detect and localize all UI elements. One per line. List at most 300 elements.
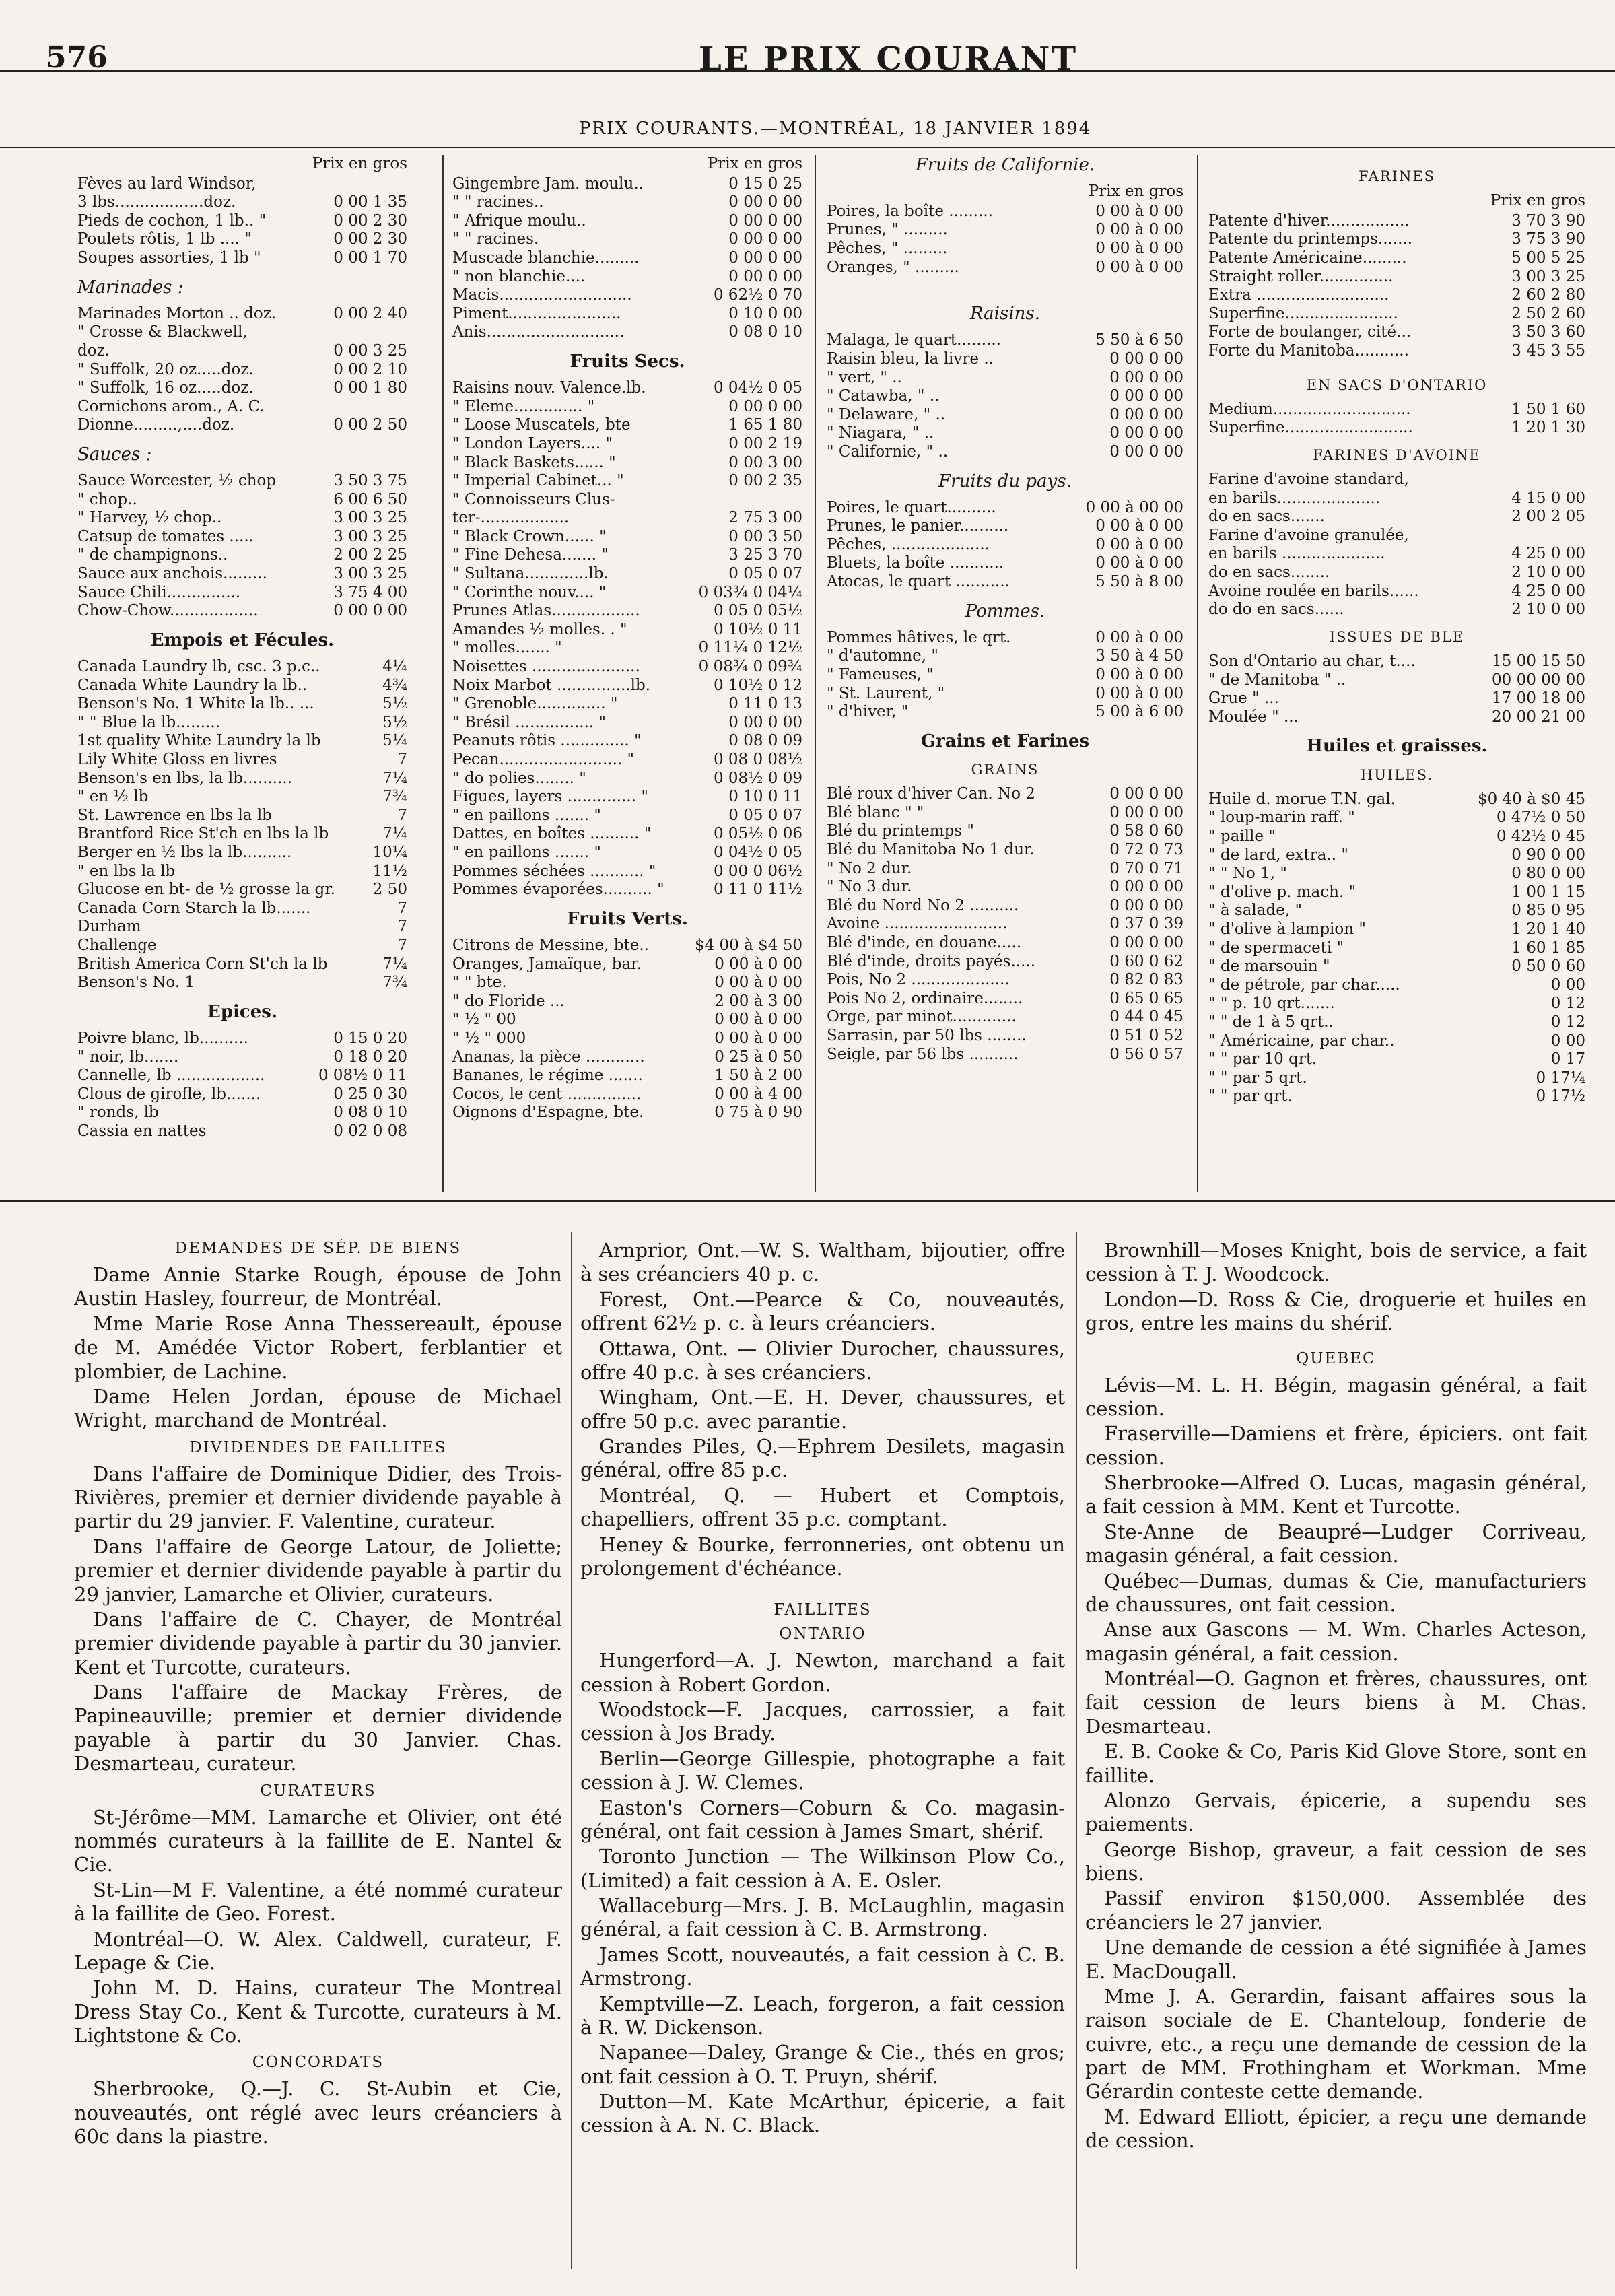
item-name: Avoine .........................	[827, 915, 1008, 933]
price-row	[452, 621, 802, 640]
item-name: British America Corn St'ch la lb	[77, 955, 328, 973]
item-name: " Corinthe nouv.... "	[452, 583, 607, 601]
item-price: 0 08¾ 0 09¾	[698, 658, 802, 676]
price-row	[452, 714, 802, 733]
paragraph: Easton's Corners—Coburn & Co. magasin-général, ont fait cession à James Smart, shérif.	[580, 1796, 1065, 1843]
item-name: " " par 5 qrt.	[1208, 1069, 1307, 1087]
price-row	[452, 1029, 802, 1048]
item-name: " Black Baskets...... "	[452, 453, 616, 471]
item-price: 1 00 1 15	[1511, 883, 1585, 901]
price-row	[827, 1046, 1183, 1065]
price-row	[1208, 920, 1585, 939]
price-row	[77, 565, 407, 584]
price-row	[827, 860, 1183, 879]
column-header: Prix en gros	[707, 155, 802, 172]
item-name: " à salade, "	[1208, 902, 1303, 920]
price-row	[452, 695, 802, 714]
item-name: " vert, " ..	[827, 368, 902, 386]
item-price: 3 00 3 25	[1511, 267, 1585, 285]
item-name: Grue " ...	[1208, 689, 1279, 708]
item-price: 0 00 2 50	[333, 416, 407, 434]
item-price: 0 00 à 0 00	[714, 1011, 802, 1029]
price-row	[1208, 1013, 1585, 1032]
item-price: 0 70 0 71	[1109, 859, 1183, 877]
price-row	[827, 203, 1183, 222]
paragraph: Québec—Dumas, dumas & Cie, manufacturiers de chaussures, ont fait cession.	[1085, 1569, 1587, 1616]
item-name: Poulets rôtis, 1 lb .... "	[77, 230, 252, 248]
item-price: 0 00 3 00	[728, 453, 802, 471]
item-name: " Black Crown...... "	[452, 527, 607, 545]
item-price: 0 17	[1550, 1050, 1585, 1069]
section-heading: Huiles et graisses.	[1306, 736, 1488, 757]
price-row	[77, 714, 407, 733]
price-row	[452, 249, 802, 268]
item-price: 0 85 0 95	[1511, 902, 1585, 920]
item-name: Ananas, la pièce ............	[452, 1048, 645, 1066]
item-price: 0 02 0 08	[333, 1122, 407, 1140]
item-price: 0 05 0 07	[728, 565, 802, 583]
paragraph: Dans l'affaire de Mackay Frères, de Papineauville; premier et dernier dividende payable à partir du 30 Janvier. Chas. Desmarteau, curateur.	[74, 1681, 562, 1776]
item-price: 3 00 3 25	[333, 527, 407, 545]
item-name: Pommes hâtives, le qrt.	[827, 628, 1011, 646]
item-price: 0 00 3 25	[333, 341, 407, 360]
item-name: Prunes, " .........	[827, 221, 948, 239]
item-name: " Brésil ................ "	[452, 713, 607, 731]
item-price: 0 08 0 10	[333, 1104, 407, 1122]
price-row	[1208, 828, 1585, 846]
price-row	[1208, 708, 1585, 727]
item-name: Raisin bleu, la livre ..	[827, 349, 994, 368]
price-row	[77, 472, 407, 491]
page-header	[0, 40, 1615, 88]
price-row	[1208, 1087, 1585, 1106]
item-name: Sauce Chili...............	[77, 583, 241, 601]
price-row	[452, 863, 802, 881]
item-price: 3 50 3 60	[1511, 323, 1585, 341]
paragraph: Mme Marie Rose Anna Thessereault, épouse de M. Amédée Victor Robert, ferblantier et plombier, de Lachine.	[74, 1312, 562, 1383]
price-row	[827, 647, 1183, 666]
price-row	[77, 1122, 407, 1141]
item-name: Blé du Manitoba No 1 dur.	[827, 840, 1035, 858]
item-price: 0 00 0 00	[1109, 933, 1183, 951]
paragraph: M. Edward Elliott, épicier, a reçu une demande de cession.	[1085, 2105, 1587, 2153]
item-price: 2 50	[372, 881, 407, 899]
item-price: 0 00 à 0 00	[1095, 554, 1183, 572]
item-price: 0 00 2 30	[333, 211, 407, 230]
paragraph: St-Lin—M F. Valentine, a été nommé curateur à la faillite de Geo. Forest.	[74, 1878, 562, 1926]
table-bottom-rule	[0, 1200, 1615, 1202]
item-price: 0 44 0 45	[1109, 1008, 1183, 1026]
item-name: Pommes évaporées.......... "	[452, 881, 664, 899]
item-price: 0 11 0 11½	[713, 881, 802, 899]
item-name: St. Lawrence en lbs la lb	[77, 806, 272, 824]
section-heading: Fruits Verts.	[567, 908, 688, 929]
price-row	[827, 536, 1183, 555]
item-name: Marinades Morton .. doz.	[77, 304, 277, 323]
item-price: 0 11 0 13	[728, 695, 802, 713]
price-row	[77, 658, 407, 677]
item-price: 15 00 15 50	[1492, 652, 1585, 671]
item-price: 0 04½ 0 05	[713, 379, 802, 397]
paragraph: Ste-Anne de Beaupré—Ludger Corriveau, magasin général, a fait cession.	[1085, 1520, 1587, 1567]
price-row	[827, 369, 1183, 388]
item-price: 0 00 0 00	[728, 230, 802, 248]
item-price: 4¼	[382, 658, 407, 676]
item-price: 0 15 0 25	[728, 174, 802, 193]
item-price: 0 00 0 00	[1109, 785, 1183, 803]
paragraph: E. B. Cooke & Co, Paris Kid Glove Store, sont en faillite.	[1085, 1740, 1587, 1787]
item-price: 0 00 1 35	[333, 193, 407, 211]
price-row	[77, 491, 407, 510]
column-divider	[1076, 1232, 1077, 2269]
item-name: " de pétrole, par char.....	[1208, 976, 1400, 994]
price-row	[827, 703, 1183, 722]
price-row	[77, 770, 407, 788]
price-row	[452, 565, 802, 584]
item-price: 5 00 à 6 00	[1095, 703, 1183, 721]
price-row	[452, 454, 802, 473]
item-name: " " par 10 qrt.	[1208, 1050, 1317, 1069]
item-name: Figues, layers .............. "	[452, 788, 648, 806]
price-row	[452, 435, 802, 454]
item-price: 2 10 0 00	[1511, 601, 1585, 619]
price-row	[77, 863, 407, 881]
item-name: Atocas, le quart ...........	[827, 573, 1010, 591]
price-row	[77, 528, 407, 547]
item-name: " Loose Muscatels, bte	[452, 416, 631, 434]
item-name: Oranges, Jamaïque, bar.	[452, 955, 642, 973]
item-name: " Grenoble.............. "	[452, 695, 618, 713]
item-name: Challenge	[77, 936, 157, 954]
item-name: do do en sacs......	[1208, 601, 1344, 619]
bottom-column-3	[1085, 1239, 1587, 2276]
item-price: 7	[397, 936, 407, 954]
item-price: 0 00 à 0 00	[1095, 239, 1183, 257]
item-price: 0 00 0 00	[1109, 387, 1183, 405]
item-price: 0 10 0 00	[728, 304, 802, 323]
item-name: Durham	[77, 918, 141, 936]
paragraph: Wingham, Ont.—E. H. Dever, chaussures, et offre 50 p.c. avec parantie.	[580, 1386, 1065, 1433]
item-price: 0 00 0 00	[1109, 878, 1183, 896]
paragraph: Fraserville—Damiens et frère, épiciers. ont fait cession.	[1085, 1422, 1587, 1469]
item-price: 5 00 5 25	[1511, 248, 1585, 267]
item-price: 6 00 6 50	[333, 490, 407, 508]
item-name: " " de 1 à 5 qrt..	[1208, 1013, 1334, 1031]
section-heading: Marinades :	[77, 277, 184, 298]
price-row	[77, 305, 407, 324]
item-price: 0 00 2 40	[333, 304, 407, 323]
price-row	[77, 900, 407, 918]
price-row	[77, 825, 407, 844]
item-price: 0 00 0 00	[1109, 442, 1183, 461]
paragraph: Mme J. A. Gerardin, faisant affaires sous la raison sociale de E. Chanteloup, fonderie de cuivre, etc., a reçu une demande de cession de la part de MM. Frothingham et Workman. Mme Gérardin conteste cette demande.	[1085, 1984, 1587, 2103]
item-price: 2 00 2 25	[333, 546, 407, 564]
price-row	[77, 1029, 407, 1048]
price-row	[1208, 976, 1585, 995]
item-price: 0 82 0 83	[1109, 971, 1183, 989]
item-name: Sarrasin, par 50 lbs ........	[827, 1026, 1027, 1044]
item-price: 0 00 0 00	[728, 397, 802, 415]
item-name: Superfine..........................	[1208, 419, 1413, 437]
price-row	[827, 350, 1183, 369]
item-price: 4 15 0 00	[1511, 489, 1585, 507]
price-row	[77, 677, 407, 696]
price-row	[77, 416, 407, 435]
item-name: " de Manitoba " ..	[1208, 671, 1346, 689]
price-row	[452, 807, 802, 825]
item-price: 0 08 0 10	[728, 323, 802, 341]
price-row	[827, 240, 1183, 259]
price-row	[77, 193, 407, 212]
item-name: Pois No 2, ordinaire........	[827, 989, 1023, 1007]
item-name: Benson's No. 1 White la lb.. ...	[77, 695, 314, 713]
item-name: Superfine.......................	[1208, 304, 1398, 323]
section-heading: QUEBEC	[1296, 1349, 1376, 1368]
price-row	[77, 175, 407, 194]
item-price: 0 00 à 0 00	[1095, 221, 1183, 239]
item-price: 1 20 1 40	[1511, 920, 1585, 938]
item-name: Amandes ½ molles. . "	[452, 620, 627, 638]
paragraph: James Scott, nouveautés, a fait cession à C. B. Armstrong.	[580, 1943, 1065, 1990]
item-name: Cannelle, lb ..................	[77, 1067, 265, 1085]
price-row	[827, 331, 1183, 350]
page-number: 576	[46, 40, 108, 75]
price-row	[827, 424, 1183, 443]
paragraph: London—D. Ross & Cie, droguerie et huiles en gros, entre les mains du shérif.	[1085, 1287, 1587, 1335]
price-row	[827, 517, 1183, 536]
paragraph: Napanee—Daley, Grange & Cie., thés en gros; ont fait cession à O. T. Pruyn, shérif.	[580, 2041, 1065, 2088]
price-row	[827, 785, 1183, 804]
table-column-3	[827, 155, 1183, 1185]
section-heading: FARINES D'AVOINE	[1313, 446, 1481, 463]
item-price: 0 75 à 0 90	[714, 1104, 802, 1122]
item-price	[798, 491, 802, 510]
item-name: " d'hiver, "	[827, 703, 909, 721]
price-row	[452, 639, 802, 658]
price-row	[452, 193, 802, 212]
price-row	[452, 1085, 802, 1104]
price-row	[77, 955, 407, 974]
item-name: Forte de boulanger, cité...	[1208, 323, 1412, 341]
item-name: " do Floride ...	[452, 992, 565, 1010]
item-name: Bananes, le régime .......	[452, 1067, 643, 1085]
price-row	[827, 387, 1183, 406]
price-row	[827, 971, 1183, 990]
price-row	[1208, 527, 1585, 545]
price-row	[77, 361, 407, 380]
item-name: Poivre blanc, lb..........	[77, 1029, 248, 1047]
price-row	[452, 732, 802, 751]
item-price: 3 50 3 75	[333, 472, 407, 490]
item-price: 3 75 3 90	[1511, 230, 1585, 248]
item-name: Cassia en nattes	[77, 1122, 207, 1140]
item-price: 1 50 à 2 00	[714, 1067, 802, 1085]
price-row	[827, 804, 1183, 823]
item-name: Oranges, " .........	[827, 258, 959, 276]
item-name: Poires, la boîte .........	[827, 202, 994, 220]
price-row	[1208, 790, 1585, 809]
item-name: " Catawba, " ..	[827, 387, 940, 405]
item-name: Patente Américaine.........	[1208, 248, 1407, 267]
price-row	[452, 751, 802, 770]
price-row	[1208, 286, 1585, 305]
price-row	[1208, 1069, 1585, 1088]
price-row	[1208, 249, 1585, 268]
price-row	[77, 212, 407, 231]
bottom-column-2	[580, 1239, 1065, 2276]
column-divider	[571, 1232, 572, 2269]
item-price: 17 00 18 00	[1492, 689, 1585, 708]
price-row	[77, 807, 407, 825]
section-heading: CONCORDATS	[252, 2054, 384, 2072]
item-price: 7	[397, 806, 407, 824]
paragraph: Anse aux Gascons — M. Wm. Charles Acteson, magasin général, a fait cession.	[1085, 1618, 1587, 1665]
item-price: 0 08 0 08½	[713, 751, 802, 768]
price-row	[77, 249, 407, 268]
item-price	[403, 175, 407, 194]
item-name: Oignons d'Espagne, bte.	[452, 1104, 644, 1122]
item-name: Noix Marbot ...............lb.	[452, 676, 651, 694]
price-row	[452, 379, 802, 398]
price-row	[827, 259, 1183, 277]
item-name: " " No 1, "	[1208, 865, 1287, 883]
item-name: Bluets, la boîte ...........	[827, 554, 1004, 572]
item-price: 0 05 0 07	[728, 806, 802, 824]
price-row	[1208, 652, 1585, 671]
paragraph: Dans l'affaire de Dominique Didier, des Trois-Rivières, premier et dernier dividende payable à partir du 29 janvier. F. Valentine, curateur.	[74, 1462, 562, 1533]
item-name: Benson's No. 1	[77, 974, 195, 992]
item-name: " Harvey, ½ chop..	[77, 509, 222, 527]
item-name: Forte du Manitoba...........	[1208, 341, 1409, 360]
item-price: 0 25 0 30	[333, 1085, 407, 1103]
item-price: 3 70 3 90	[1511, 211, 1585, 230]
item-price: 0 00 2 35	[728, 472, 802, 490]
item-price: 3 75 4 00	[333, 583, 407, 601]
item-price: 1 60 1 85	[1511, 939, 1585, 957]
price-row	[452, 788, 802, 807]
table-column-2	[452, 155, 802, 1185]
item-price	[403, 398, 407, 417]
price-row	[827, 990, 1183, 1009]
item-price: 0 51 0 52	[1109, 1026, 1183, 1044]
item-name: doz.	[77, 341, 110, 360]
item-name: " Niagara, " ..	[827, 424, 934, 442]
item-name: 3 lbs..................doz.	[77, 193, 236, 211]
paragraph: Arnprior, Ont.—W. S. Waltham, bijoutier, offre à ses créanciers 40 p. c.	[580, 1239, 1065, 1286]
item-name: " do polies........ "	[452, 769, 586, 787]
item-name: " Connoisseurs Clus-	[452, 490, 615, 508]
item-price: 2 75 3 00	[728, 509, 802, 527]
item-price: 0 00 à 00 00	[1085, 498, 1183, 516]
price-row	[827, 685, 1183, 704]
item-price: 10¼	[372, 843, 407, 861]
item-price: 7	[397, 899, 407, 917]
price-row	[77, 546, 407, 565]
item-name: Pommes séchées ........... "	[452, 862, 656, 880]
item-name: 1st quality White Laundry la lb	[77, 732, 321, 750]
item-name: ter-..................	[452, 509, 570, 527]
item-name: " Eleme.............. "	[452, 397, 595, 415]
item-name: " d'olive p. mach. "	[1208, 883, 1356, 901]
item-name: Orge, par minot.............	[827, 1008, 1017, 1026]
item-name: Chow-Chow..................	[77, 602, 259, 620]
item-price: 0 00 0 00	[1109, 405, 1183, 424]
section-heading: Grains et Farines	[920, 731, 1090, 751]
section-heading: FARINES	[1358, 168, 1436, 184]
item-name: Blé roux d'hiver Can. No 2	[827, 785, 1035, 803]
paragraph: John M. D. Hains, curateur The Montreal Dress Stay Co., Kent & Turcotte, curateurs à M. Lightstone & Co.	[74, 1976, 562, 2048]
item-price: 0 00 2 10	[333, 360, 407, 378]
price-row	[1208, 883, 1585, 902]
paragraph: Kemptville—Z. Leach, forgeron, a fait cession à R. W. Dickenson.	[580, 1992, 1065, 2039]
item-price: 0 10 0 11	[728, 788, 802, 806]
item-price: 5 50 à 6 50	[1095, 331, 1183, 349]
item-price: 0 00 à 0 00	[1095, 535, 1183, 553]
item-price: 0 04½ 0 05	[713, 843, 802, 861]
item-price: 0 00 2 19	[728, 434, 802, 452]
item-name: " d'olive à lampion "	[1208, 920, 1366, 938]
item-name: Son d'Ontario au char, t....	[1208, 652, 1416, 671]
item-name: " loup-marin raff. "	[1208, 809, 1355, 827]
item-name: Blé du printemps "	[827, 822, 974, 840]
price-row	[452, 416, 802, 435]
item-name: " " Blue la lb.........	[77, 713, 221, 731]
paragraph: Ottawa, Ont. — Olivier Durocher, chaussures, offre 40 p.c. à ses créanciers.	[580, 1337, 1065, 1384]
item-name: do en sacs........	[1208, 564, 1330, 582]
item-price	[403, 323, 407, 342]
price-row	[827, 878, 1183, 897]
item-price: 0 05 0 05½	[713, 602, 802, 620]
price-row	[1208, 471, 1585, 489]
item-name: Brantford Rice St'ch en lbs la lb	[77, 825, 329, 843]
paragraph: Dame Helen Jordan, épouse de Michael Wright, marchand de Montréal.	[74, 1384, 562, 1432]
item-price: 20 00 21 00	[1492, 708, 1585, 726]
item-name: Avoine roulée en barils......	[1208, 582, 1419, 600]
item-price: 0 10½ 0 12	[713, 676, 802, 694]
price-row	[77, 1104, 407, 1122]
section-heading: Raisins.	[970, 304, 1040, 325]
column-divider	[442, 155, 444, 1192]
item-name: Seigle, par 56 lbs ..........	[827, 1045, 1019, 1063]
price-row	[827, 841, 1183, 860]
price-row	[77, 1048, 407, 1067]
item-name: " Afrique moulu..	[452, 211, 586, 230]
item-price: 0 65 0 65	[1109, 989, 1183, 1007]
column-header: Prix en gros	[1088, 182, 1183, 201]
price-row	[452, 770, 802, 788]
item-name: " St. Laurent, "	[827, 684, 945, 702]
item-price: 0 80 0 00	[1511, 865, 1585, 883]
item-price	[1581, 527, 1585, 545]
price-row	[452, 602, 802, 621]
item-price: 5½	[382, 695, 407, 713]
item-name: " ronds, lb	[77, 1104, 159, 1122]
section-heading: Epices.	[207, 1001, 277, 1022]
item-price: 0 15 0 20	[333, 1029, 407, 1047]
item-name: " de lard, extra.. "	[1208, 846, 1348, 864]
item-name: Lily White Gloss en livres	[77, 751, 277, 768]
item-price: 0 12	[1550, 994, 1585, 1013]
item-name: Citrons de Messine, bte..	[452, 936, 649, 954]
price-row	[452, 546, 802, 565]
item-name: Malaga, le quart.........	[827, 331, 1001, 349]
item-price: 0 90 0 00	[1511, 846, 1585, 864]
paragraph: George Bishop, graveur, a fait cession de ses biens.	[1085, 1837, 1587, 1885]
item-price: 0 00 à 0 00	[1095, 202, 1183, 220]
item-price: 0 11¼ 0 12½	[698, 639, 802, 657]
item-name: Prunes Atlas..................	[452, 602, 640, 620]
item-name: Dattes, en boîtes .......... "	[452, 825, 652, 843]
